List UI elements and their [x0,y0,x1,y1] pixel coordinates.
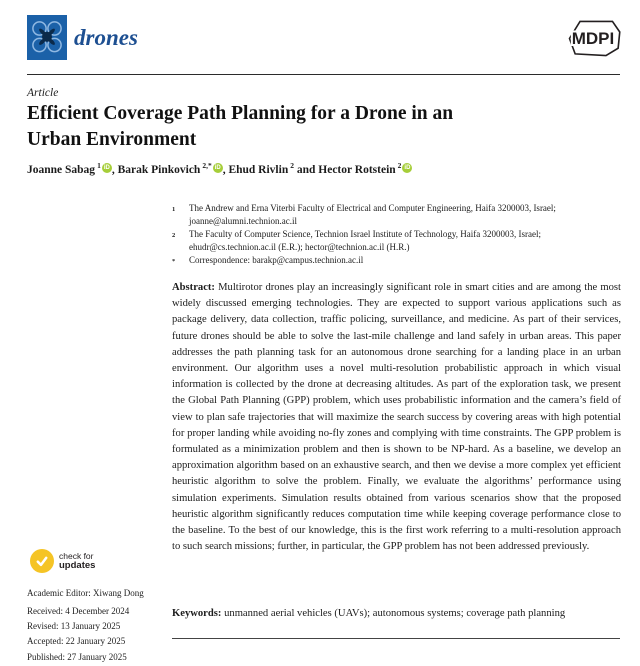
author-affiliation-sup: 2 [397,161,402,171]
affiliation-text: The Faculty of Computer Science, Technion Israel Institute of Technology, Haifa 3200003, Israel; ehudr@cs.technion.ac.il (E.R.); hector@technion.ac.il (H.R.) [189,229,541,252]
header-divider [27,74,620,75]
check-for-updates-label: check for updates [59,550,96,571]
keywords-line [172,606,621,621]
affiliation-entry [172,228,622,254]
author-affiliation-sup: 2,* [202,161,212,171]
article-type-label: Article [27,87,59,99]
keywords-divider [172,638,620,639]
academic-editor: Academic Editor: Xiwang Dong [27,588,144,598]
journal-name: drones [74,25,138,50]
accepted-date: Accepted: 22 January 2025 [27,636,126,647]
author: Ehud Rivlin $^2$ and [228,161,319,176]
authors-line [27,163,587,176]
check-icon [30,549,54,573]
affiliation-entry [172,254,622,268]
drones-journal-logo-icon [27,15,67,60]
author: Joanne Sabag $^1$ iD , [27,161,118,176]
article-dates [27,604,129,665]
correspondence-text: Correspondence: barakp@campus.technion.ac.il [189,255,364,265]
mdpi-logo [563,17,623,65]
keywords-text: unmanned aerial vehicles (UAVs); autonomous systems; coverage path planning [224,608,566,619]
author-separator: and [293,164,319,176]
check-for-updates-badge[interactable] [30,549,95,573]
affiliation-text: The Andrew and Erna Viterbi Faculty of Electrical and Computer Engineering, Haifa 3200003, Israel; joanne@alumni.technion.ac.il [189,203,556,226]
published-date: Published: 27 January 2025 [27,651,127,662]
orcid-icon[interactable]: iD [103,165,110,171]
author-separator: , [222,164,229,176]
revised-date: Revised: 13 January 2025 [27,621,121,632]
author-separator: , [111,164,118,176]
received-date: Received: 4 December 2024 [27,606,130,616]
affiliation-marker: 1 [172,206,176,213]
author: Hector Rotstein $^2$ iD [318,161,411,176]
orcid-icon[interactable]: iD [214,165,221,171]
title-line-1: Efficient Coverage Path Planning for a Drone in an [27,103,454,124]
title-line-2: Urban Environment [27,129,197,150]
orcid-icon[interactable]: iD [404,165,411,171]
author-affiliation-sup: 1 [97,161,101,171]
abstract-text: Multirotor drones play an increasingly significant role in smart cities and are among the most widely discussed emerging technologies. They are expected to support various applications such as package delivery, data collection, traffic policing, surveillance, and medicine. As part of their services, future drones should be able to solve the last-mile challenge and land safely in urban areas. This paper addresses the path planning task for an autonomous drone searching for a landing place in an urban environment. Our algorithm uses a novel multi-resolution probabilistic approach in which visual information is collected by the drone at decreasing altitudes. As part of the exploration task, we present the Global Path Planning (GPP) problem, which uses probabilistic information and the camera’s field of view to plan safe trajectories that will maximize the search success by covering areas with high potential for proper landing while avoiding no-fly zones and complying with time constraints. The GPP problem is formulated as a minimization problem and then is shown to be NP-hard. As a baseline, we develop an approximation algorithm based on an exhaustive search, and then we devise a more complex yet efficient heuristic algorithm to solve the problem. Finally, we evaluate the algorithms’ performance using simulation experiments. Simulation results obtained from various scenarios show that the proposed heuristic algorithm significantly reduces computation time while keeping coverage performance close to the baseline. To the best of our knowledge, this is the first work referring to a multi-resolution approach to such search missions; further, in particular, the GPP problem has not been addressed previously. [172,282,621,553]
abstract-paragraph [172,280,621,555]
page-title [27,101,547,153]
mdpi-logo-text: MDPI [571,29,615,49]
affiliation-entry [172,202,622,228]
affiliation-marker: * [172,258,176,265]
drone-quadcopter-icon [27,15,67,60]
keywords-label: Keywords: [172,608,222,619]
affiliation-marker: 2 [172,232,176,239]
author-affiliation-sup: 2 [290,161,294,171]
author: Barak Pinkovich $^{2,*}$ iD , [117,161,229,176]
affiliations [172,202,622,268]
abstract-label: Abstract: [172,282,215,293]
